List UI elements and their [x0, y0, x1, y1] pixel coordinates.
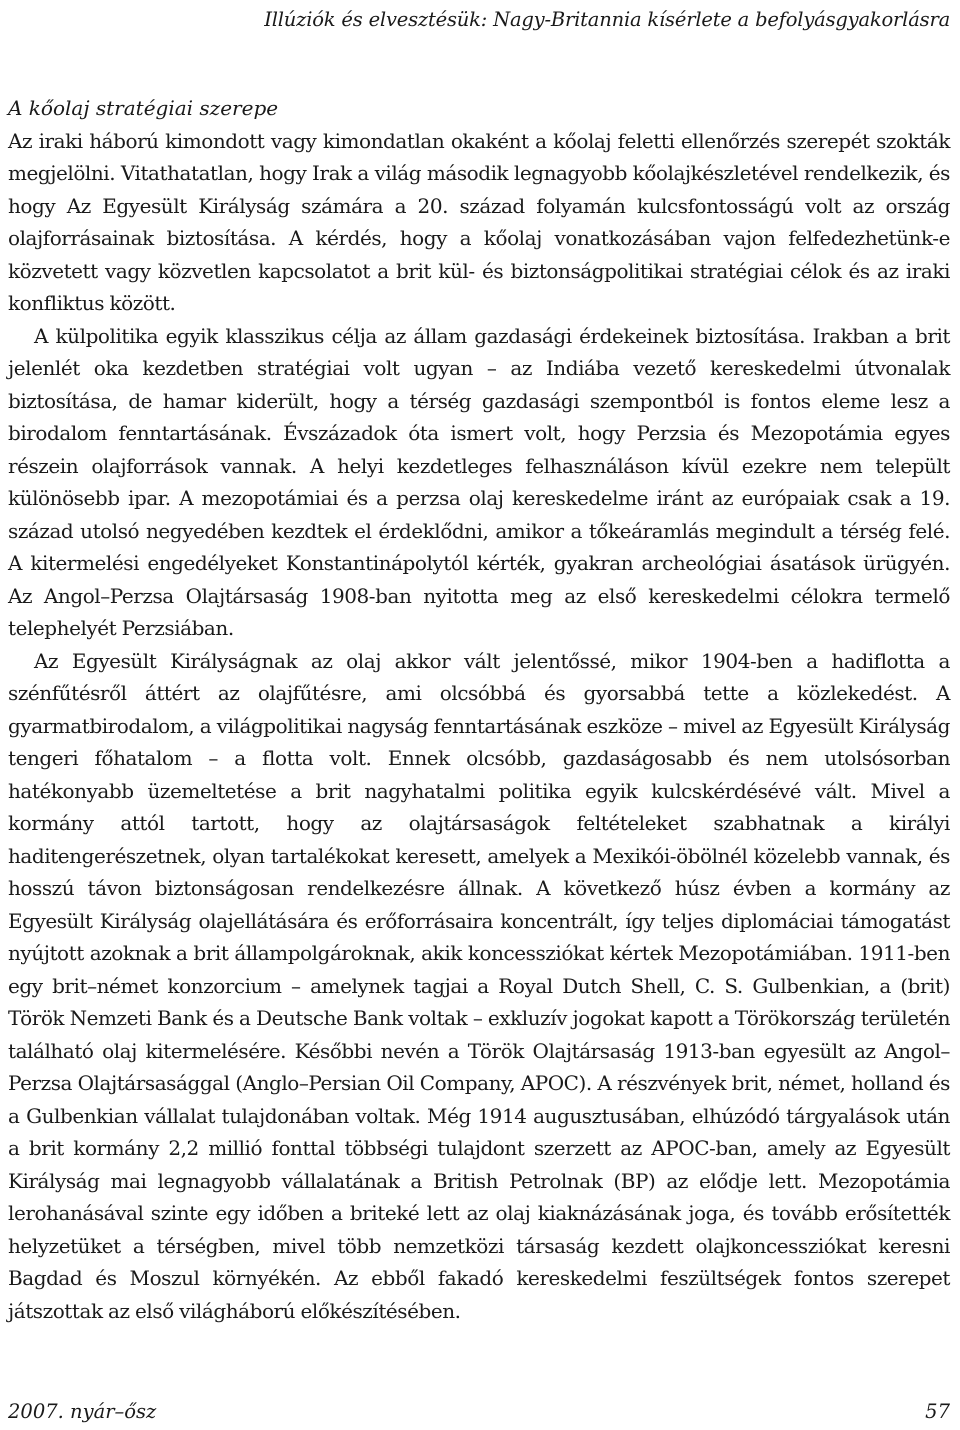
- paragraph-2: A külpolitika egyik klasszikus célja az állam gazdasági érdekeinek biztosítása. Irakban a brit jelenlét oka kezdetben stratégiai volt ugyan – az Indiába vezető kereskedelmi útvonalak biztosítása, de hamar kiderült, hogy a térség gazdasági szempontból is fontos eleme lesz a birodalom fenntartásának. Évszázadok óta ismert volt, hogy Perzsia és Mezopotámia egyes részein olajforrások vannak. A helyi kezdetleges felhasználáson kívül ezekre nem települt különösebb ipar. A mezopotámiai és a perzsa olaj kereskedelme iránt az európaiak csak a 19. század utolsó negyedében kezdtek el érdeklődni, amikor a tőkeáramlás megindult a térség felé. A kitermelési engedélyeket Konstantinápolytól kérték, gyakran archeológiai ásatások ürügyén. Az Angol–Perzsa Olajtársaság 1908-ban nyitotta meg az első kereskedelmi célokra termelő telephelyét Perzsiában.: [8, 323, 950, 640]
- section-title: A kőolaj stratégiai szerepe: [8, 96, 279, 120]
- article-body: [8, 92, 950, 1327]
- page-footer: [8, 1400, 950, 1423]
- issue-date: 2007. nyár–ősz: [8, 1400, 157, 1423]
- page-number: 57: [925, 1400, 950, 1423]
- paragraph-1: Az iraki háború kimondott vagy kimondatlan okaként a kőolaj feletti ellenőrzés szerepét szokták megjelölni. Vitathatatlan, hogy Irak a világ második legnagyobb kőolajkészletével rendelkezik, és hogy Az Egyesült Királyság számára a 20. század folyamán kulcsfontosságú volt az ország olajforrásainak biztosítása. A kérdés, hogy a kőolaj vonatkozásában vajon felfedezhetünk-e közvetett vagy közvetlen kapcsolatot a brit kül- és biztonságpolitikai stratégiai célok és az iraki konfliktus között.: [8, 128, 950, 315]
- paragraph-3: Az Egyesült Királyságnak az olaj akkor vált jelentőssé, mikor 1904-ben a hadiflotta a szénfűtésről áttért az olajfűtésre, ami olcsóbbá és gyorsabbá tette a közlekedést. A gyarmatbirodalom, a világpolitikai nagyság fenntartásának eszköze – mivel az Egyesült Királyság tengeri főhatalom – a flotta volt. Ennek olcsóbb, gazdaságosabb és nem utolsósorban hatékonyabb üzemeltetése a brit nagyhatalmi politika egyik kulcskérdésévé vált. Mivel a kormány attól tartott, hogy az olajtársaságok feltételeket szabhatnak a királyi haditengerészetnek, olyan tartalékokat keresett, amelyek a Mexikói-öbölnél közelebb vannak, és hosszú távon biztonságosan rendelkezésre állnak. A következő húsz évben a kormány az Egyesült Királyság olajellátására és erőforrásaira koncentrált, így teljes diplomáciai támogatást nyújtott azoknak a brit állampolgároknak, akik koncessziókat kértek Mezopotámiában. 1911-ben egy brit–német konzorcium – amelynek tagjai a Royal Dutch Shell, C. S. Gulbenkian, a (brit) Török Nemzeti Bank és a Deutsche Bank voltak – exkluzív jogokat kapott a Törökország területén található olaj kitermelésére. Későbbi nevén a Török Olajtársaság 1913-ban egyesült az Angol–Perzsa Olajtársasággal (Anglo–Persian Oil Company, APOC). A részvények brit, német, holland és a Gulbenkian vállalat tulajdonában voltak. Még 1914 augusztusában, elhúzódó tárgyalások után a brit kormány 2,2 millió fonttal többségi tulajdont szerzett az APOC-ban, amely az Egyesült Királyság mai legnagyobb vállalatának a British Petrolnak (BP) az elődje lett. Mezopotámia lerohanásával szinte egy időben a briteké lett az olaj kiaknázásának joga, és tovább erősítették helyzetüket a térségben, mivel több nemzetközi társaság kezdett olajkoncessziókat keresni Bagdad és Moszul környékén. Az ebből fakadó kereskedelmi feszültségek fontos szerepet játszottak az első világháború előkészítésében.: [8, 648, 950, 1323]
- running-header: Illúziók és elvesztésük: Nagy-Britannia kísérlete a befolyásgyakorlásra: [264, 8, 950, 31]
